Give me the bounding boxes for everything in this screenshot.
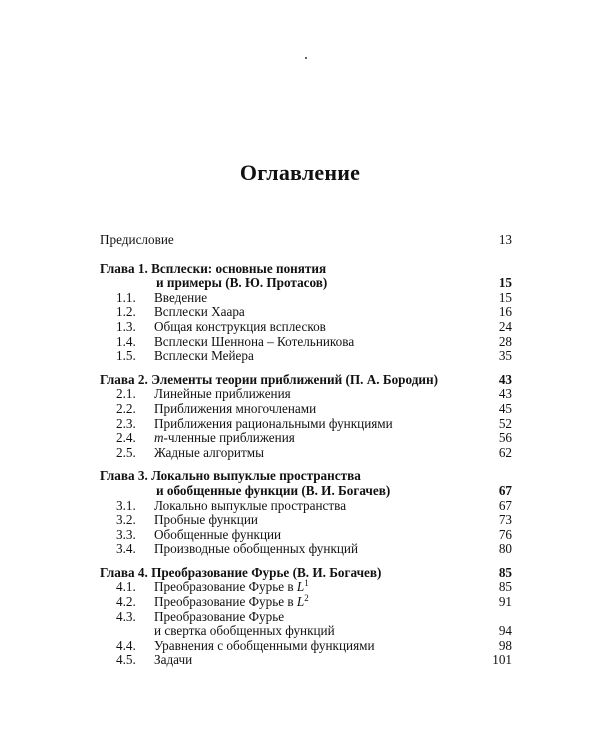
chapter-2 [100,373,512,461]
chapter-page: 15 [498,275,512,291]
section-title [154,595,482,610]
section-number: 1.1. [116,289,136,305]
toc-section[interactable] [100,542,512,557]
section-page: 56 [498,430,512,446]
section-number: 1.5. [116,348,136,364]
chapter-page: 67 [498,482,512,498]
section-page: 76 [498,526,512,542]
section-page: 67 [498,497,512,513]
section-number: 3.4. [116,541,136,557]
section-page: 85 [498,579,512,595]
section-page: 62 [498,444,512,460]
chapter-heading[interactable] [100,469,512,498]
chapter-heading[interactable] [100,373,512,388]
section-number: 3.1. [116,497,136,513]
math-symbol-m: m [154,430,164,446]
chapter-title-line2: и примеры (В. Ю. Протасов) [156,275,328,291]
section-page: 98 [498,637,512,653]
toc-section[interactable] [100,513,512,528]
toc-section[interactable] [100,446,512,461]
chapter-page: 43 [498,371,512,387]
section-page: 73 [498,512,512,528]
section-page: 15 [498,289,512,305]
section-page: 94 [498,623,512,639]
section-page: 45 [498,400,512,416]
section-page: 52 [498,415,512,431]
section-title [154,610,482,639]
section-title-rest: -членные приближения [163,430,295,446]
section-number: 1.4. [116,333,136,349]
section-number: 4.3. [116,608,136,624]
toc-section[interactable] [100,387,512,402]
section-number: 2.4. [116,430,136,446]
table-of-contents [100,233,512,677]
math-superscript: 2 [304,593,309,604]
toc-section[interactable] [100,417,512,432]
section-title: Пробные функции [154,512,258,528]
section-title: Локально выпуклые пространства [154,497,347,513]
section-title: Линейные приближения [154,386,291,402]
section-title: Жадные алгоритмы [154,444,264,460]
section-number: 1.2. [116,304,136,320]
toc-section[interactable] [100,499,512,514]
chapter-heading[interactable] [100,262,512,291]
math-symbol-L: L [296,594,305,610]
toc-entry-preface[interactable] [100,233,512,248]
section-title: Введение [154,289,208,305]
section-title: Приближения рациональными функциями [154,415,393,431]
section-page: 16 [498,304,512,320]
chapter-1 [100,262,512,364]
section-title-text: Преобразование Фурье в [154,594,297,610]
section-page: 28 [498,333,512,349]
section-title: Уравнения с обобщенными функциями [154,637,375,653]
chapter-title-line2: и обобщенные функции (В. И. Богачев) [156,482,391,498]
section-title: Задачи [154,652,193,668]
preface-page: 13 [498,232,512,247]
section-title: Общая конструкция всплесков [154,318,326,334]
math-superscript: 1 [304,578,309,589]
section-page: 35 [498,348,512,364]
section-page: 43 [498,386,512,402]
section-number: 3.2. [116,512,136,528]
chapter-4 [100,566,512,668]
section-title [154,580,482,595]
section-title: Всплески Хаара [154,304,245,320]
section-title: Всплески Шеннона – Котельникова [154,333,355,349]
chapter-title-line1: Глава 2. Элементы теории приближений (П. А. Бородин) [100,371,438,387]
toc-section[interactable] [100,639,512,654]
page-title: Оглавление [239,160,361,185]
toc-section[interactable] [100,291,512,306]
scan-speck [305,57,307,59]
section-number: 2.1. [116,386,136,402]
chapter-title-line1: Глава 1. Всплески: основные понятия [100,260,327,276]
section-number: 2.3. [116,415,136,431]
section-title: Обобщенные функции [154,526,282,542]
section-number: 4.2. [116,594,136,610]
chapter-3 [100,469,512,557]
section-page: 91 [498,594,512,610]
section-title: Приближения многочленами [154,400,317,416]
toc-section[interactable] [100,528,512,543]
toc-section[interactable] [100,305,512,320]
section-page: 80 [498,541,512,557]
toc-section[interactable] [100,595,512,610]
toc-section[interactable] [100,402,512,417]
section-number: 2.2. [116,400,136,416]
toc-section[interactable] [100,349,512,364]
section-page: 24 [498,318,512,334]
section-title: Производные обобщенных функций [154,541,359,557]
section-title-text: Преобразование Фурье [154,608,285,624]
section-number: 4.5. [116,652,136,668]
section-number: 1.3. [116,318,136,334]
section-page: 101 [492,652,512,668]
section-number: 4.4. [116,637,136,653]
toc-section[interactable] [100,653,512,668]
section-number: 3.3. [116,526,136,542]
preface-label: Предисловие [100,232,174,247]
chapter-page: 85 [498,564,512,580]
toc-section[interactable] [100,320,512,335]
section-number: 4.1. [116,579,136,595]
toc-section[interactable] [100,610,512,639]
section-title: Всплески Мейера [154,348,254,364]
chapter-title-line1: Глава 3. Локально выпуклые пространства [100,468,361,484]
toc-section[interactable] [100,335,512,350]
section-number: 2.5. [116,444,136,460]
toc-section[interactable] [100,431,512,446]
section-title [154,431,482,446]
chapter-title-line1: Глава 4. Преобразование Фурье (В. И. Богачев) [100,564,382,580]
math-symbol-L: L [296,579,305,595]
section-title-text: Преобразование Фурье в [154,579,297,595]
section-title-continuation: и свертка обобщенных функций [154,623,335,639]
